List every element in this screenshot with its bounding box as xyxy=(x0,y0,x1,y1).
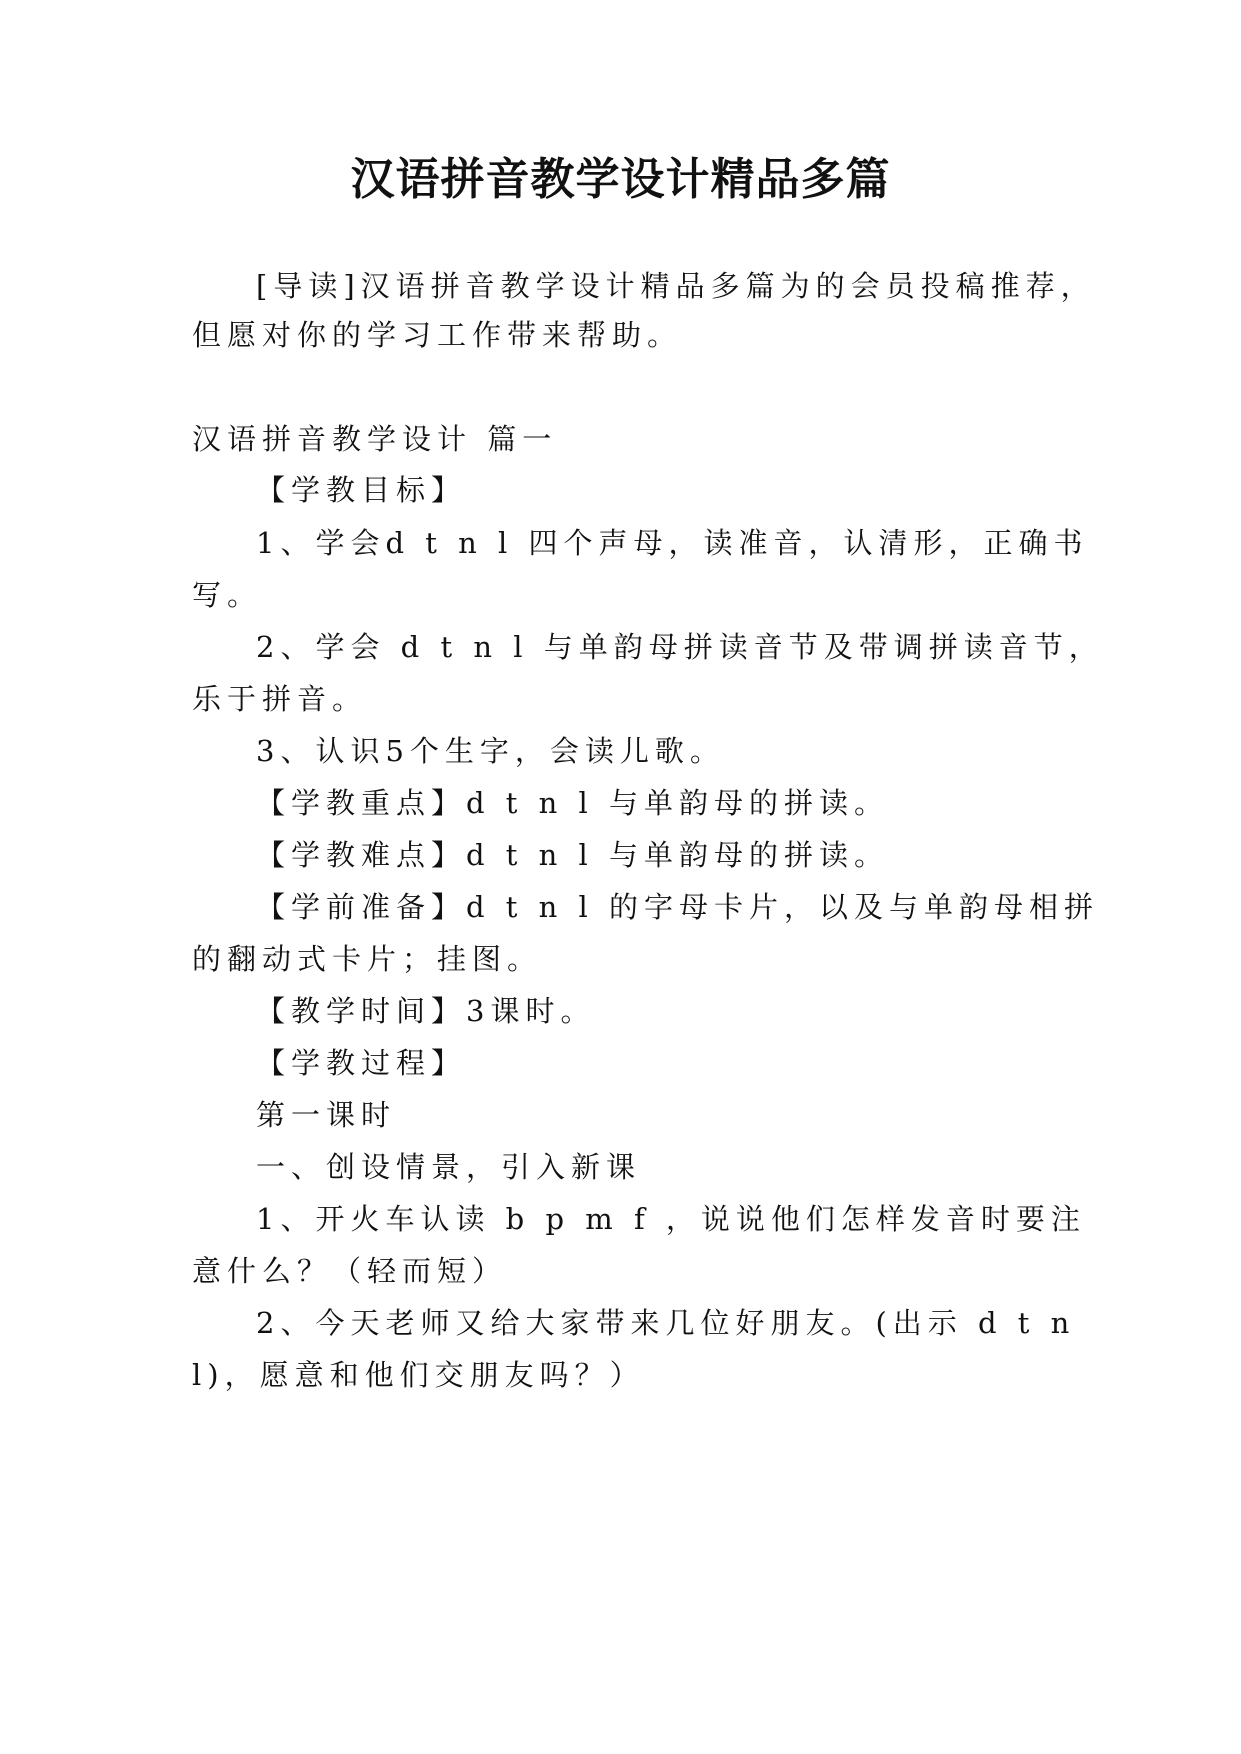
page-title: 汉语拼音教学设计精品多篇 xyxy=(350,154,891,205)
section-heading: 汉语拼音教学设计 篇一 xyxy=(192,422,558,456)
body-line: 一、创设情景，引入新课 xyxy=(256,1150,642,1184)
body-line: 【学教目标】 xyxy=(256,473,467,507)
intro-line-2: 但愿对你的学习工作带来帮助。 xyxy=(192,318,683,352)
body-line: 1、学会d t n l 四个声母，读准音，认清形，正确书 xyxy=(256,526,1089,560)
body-line: 【学前准备】d t n l 的字母卡片，以及与单韵母相拼 xyxy=(256,890,1100,924)
body-line: 乐于拼音。 xyxy=(192,682,368,716)
body-line: 2、今天老师又给大家带来几位好朋友。(出示 d t n xyxy=(256,1306,1076,1340)
body-line: 【学教重点】d t n l 与单韵母的拼读。 xyxy=(256,786,890,820)
body-line: 【教学时间】3课时。 xyxy=(256,994,596,1028)
body-line: 2、学会 d t n l 与单韵母拼读音节及带调拼读音节， xyxy=(256,630,1104,664)
intro-line-1: [导读]汉语拼音教学设计精品多篇为的会员投稿推荐， xyxy=(256,269,1096,303)
body-line: 【学教难点】d t n l 与单韵母的拼读。 xyxy=(256,838,890,872)
body-line: l)，愿意和他们交朋友吗？） xyxy=(192,1358,645,1392)
body-line: 意什么？（轻而短） xyxy=(192,1254,508,1288)
body-line: 第一课时 xyxy=(256,1098,397,1132)
body-line: 写。 xyxy=(192,578,263,612)
body-line: 1、开火车认读 b p m f ，说说他们怎样发音时要注 xyxy=(256,1202,1086,1236)
body-line: 【学教过程】 xyxy=(256,1046,467,1080)
body-line: 的翻动式卡片；挂图。 xyxy=(192,942,543,976)
body-line: 3、认识5个生字，会读儿歌。 xyxy=(256,734,725,768)
